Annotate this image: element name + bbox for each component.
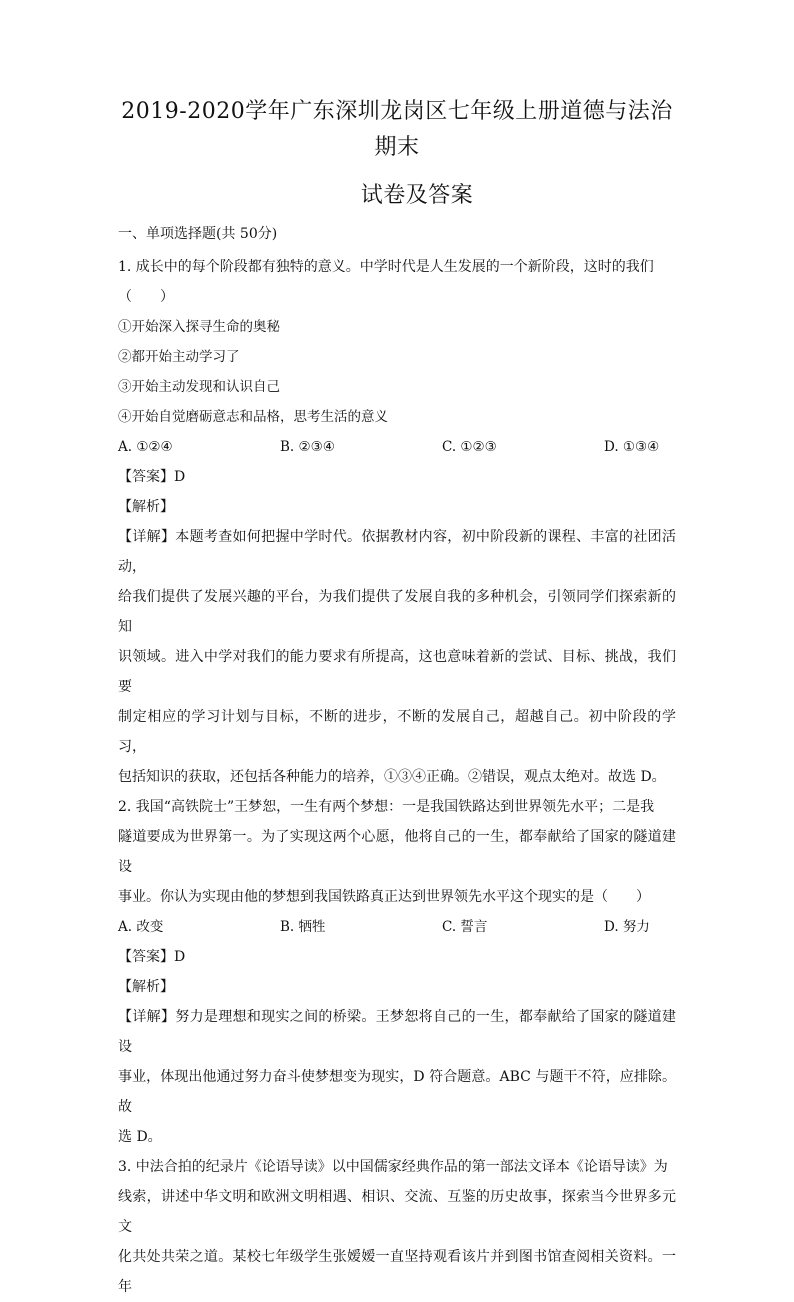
question-3 — [118, 1152, 676, 1302]
q2-detail-line-1: 【详解】努力是理想和现实之间的桥梁。王梦恕将自己的一生，都奉献给了国家的隧道建设 — [118, 1009, 676, 1055]
q1-choice-a: A. ①②④ — [118, 439, 173, 455]
q3-stem-line-3: 化共处共荣之道。某校七年级学生张嫒嫒一直坚持观看该片并到图书馆查阅相关资料。一年 — [118, 1249, 676, 1295]
q1-item-4: ④开始自觉磨砺意志和品格，思考生活的意义 — [118, 409, 388, 425]
q1-stem-line-2: （ ） — [118, 289, 174, 305]
question-2 — [118, 792, 676, 1152]
q1-answer: 【答案】D — [118, 469, 186, 485]
q2-choices — [118, 912, 676, 942]
q1-item-2: ②都开始主动学习了 — [118, 349, 240, 365]
q1-detail-line-5: 包括知识的获取，还包括各种能力的培养，①③④正确。②错误，观点太绝对。故选 D。 — [118, 769, 666, 785]
q3-stem-line-1: 3. 中法合拍的纪录片《论语导读》以中国儒家经典作品的第一部法文译本《论语导读》为 — [118, 1159, 668, 1175]
q2-choice-d: D. 努力 — [604, 919, 650, 935]
document-title — [118, 94, 676, 214]
q1-detail-line-4: 制定相应的学习计划与目标，不断的进步，不断的发展自己，超越自己。初中阶段的学习， — [118, 709, 676, 755]
q1-item-3: ③开始主动发现和认识自己 — [118, 379, 280, 395]
q1-stem-line-1: 1. 成长中的每个阶段都有独特的意义。中学时代是人生发展的一个新阶段，这时的我们 — [118, 259, 654, 275]
q2-answer: 【答案】D — [118, 949, 186, 965]
section-heading: 一、单项选择题(共 50分) — [118, 226, 278, 242]
q1-analysis-label: 【解析】 — [118, 499, 174, 515]
q2-choice-b: B. 牺牲 — [280, 919, 326, 935]
q1-choices — [118, 432, 676, 462]
q1-choice-c: C. ①②③ — [442, 439, 497, 455]
q2-stem-line-1: 2. 我国“高铁院士”王梦恕，一生有两个梦想：一是我国铁路达到世界领先水平；二是我 — [118, 799, 655, 815]
q1-detail-line-2: 给我们提供了发展兴趣的平台，为我们提供了发展自我的多种机会，引领同学们探索新的知 — [118, 589, 676, 635]
q1-detail-line-3: 识领域。进入中学对我们的能力要求有所提高，这也意味着新的尝试、目标、挑战，我们要 — [118, 649, 676, 695]
q1-item-1: ①开始深入探寻生命的奥秘 — [118, 319, 280, 335]
q2-choice-c: C. 誓言 — [442, 919, 488, 935]
title-line-2: 试卷及答案 — [360, 183, 474, 208]
q3-stem-line-2: 线索，讲述中华文明和欧洲文明相遇、相识、交流、互鉴的历史故事，探索当今世界多元文 — [118, 1189, 676, 1235]
q1-detail-line-1: 【详解】本题考查如何把握中学时代。依据教材内容，初中阶段新的课程、丰富的社团活动， — [118, 529, 676, 575]
title-line-1: 2019-2020学年广东深圳龙岗区七年级上册道德与法治期末 — [121, 99, 673, 160]
q2-detail-line-3: 选 D。 — [118, 1129, 162, 1145]
question-1 — [118, 252, 676, 792]
q1-choice-b: B. ②③④ — [280, 439, 335, 455]
q2-choice-a: A. 改变 — [118, 919, 164, 935]
q2-stem-line-2: 隧道要成为世界第一。为了实现这两个心愿，他将自己的一生，都奉献给了国家的隧道建设 — [118, 829, 676, 875]
q1-choice-d: D. ①③④ — [604, 439, 660, 455]
q2-detail-line-2: 事业，体现出他通过努力奋斗使梦想变为现实，D 符合题意。ABC 与题干不符，应排除。故 — [118, 1069, 676, 1115]
q2-stem-line-3: 事业。你认为实现由他的梦想到我国铁路真正达到世界领先水平这个现实的是（ ） — [118, 889, 650, 905]
q2-analysis-label: 【解析】 — [118, 979, 174, 995]
